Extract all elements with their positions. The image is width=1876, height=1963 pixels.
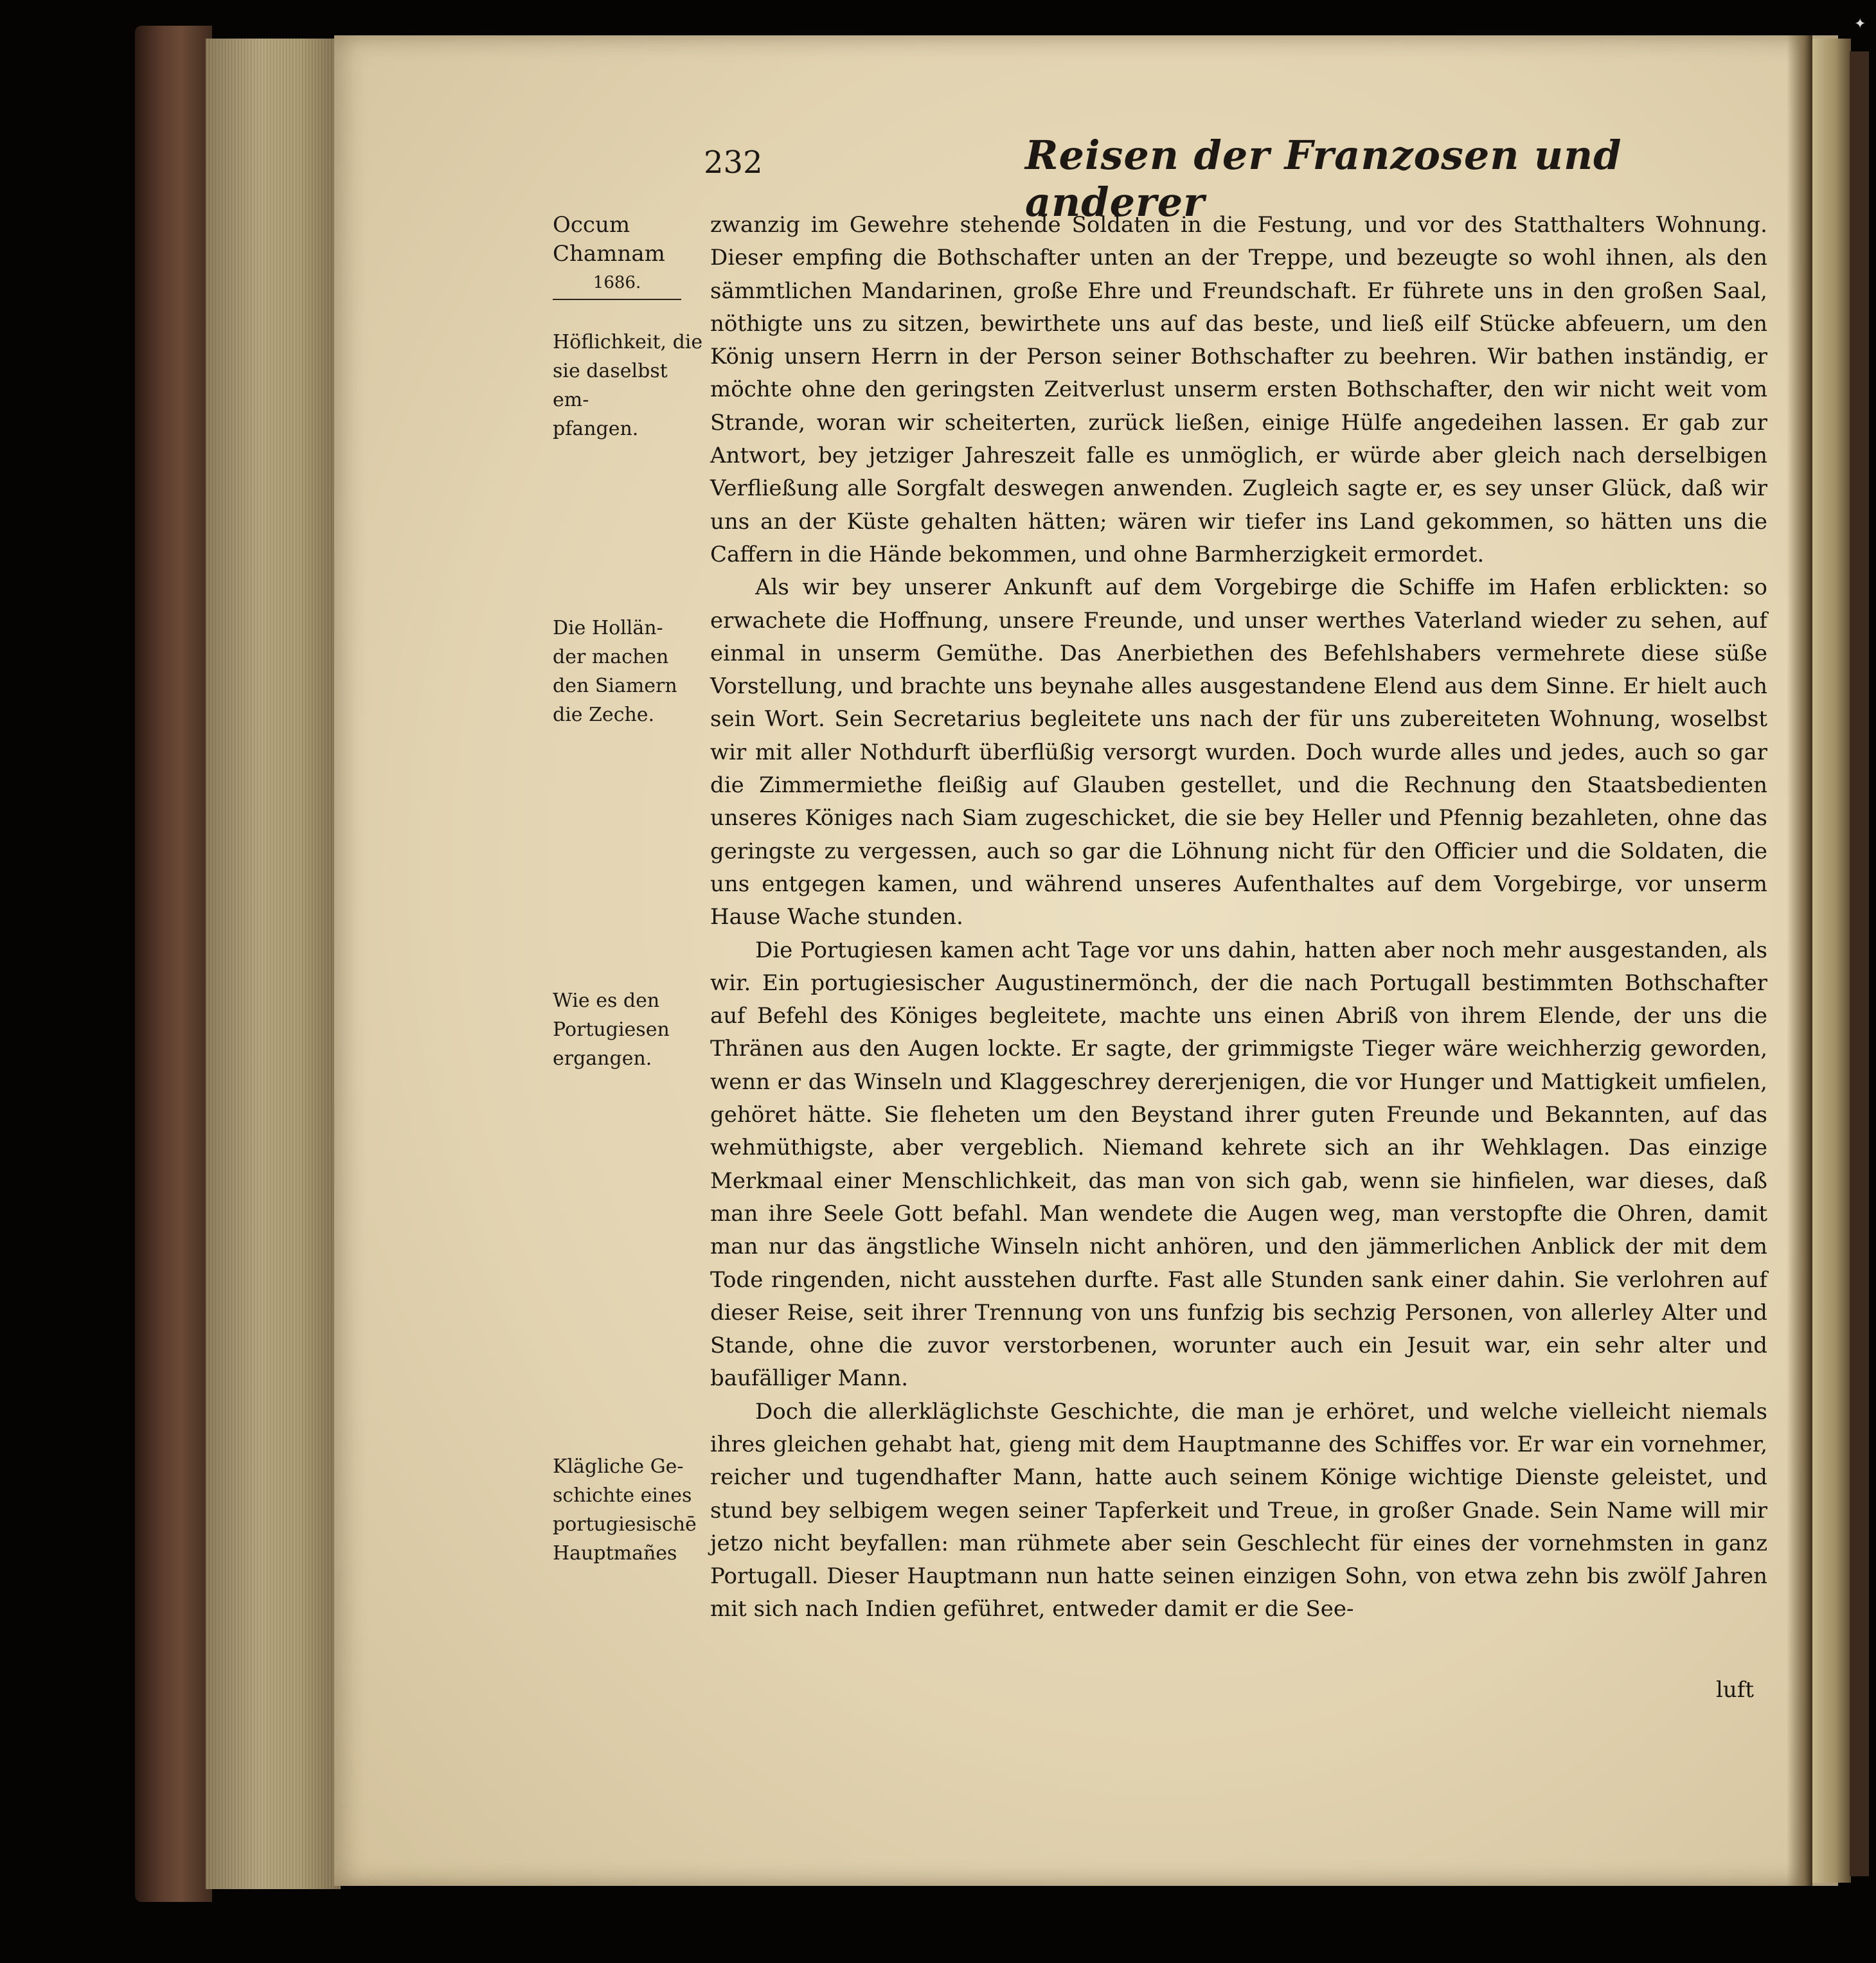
- book-cover-right: [1850, 51, 1869, 1876]
- sidenote-line: Klägliche Ge-: [553, 1455, 684, 1478]
- sidenote-date-line1: Occum: [553, 212, 630, 238]
- sidenote-line: sie daselbst em-: [553, 360, 668, 411]
- sidenote-line: Wie es den: [553, 990, 660, 1012]
- page-number: 232: [704, 145, 763, 181]
- page-block-edges: [206, 39, 341, 1889]
- paragraph-3: Die Portugiesen kamen acht Tage vor uns dahin, hatten aber noch mehr ausgestanden, als wir. Ein portugiesischer Augustinermönch, der die nach Portugall bestimmten Bothschafter auf Befehl des Königes begleitete, machte uns einen Abriß von ihrem Elende, der uns die Thränen aus den Augen lockte. Er sagte, der grimmigste Tieger wäre weichherzig geworden, wenn er das Winseln und Klaggeschrey dererjenigen, die vor Hunger und Mattigkeit umfielen, gehöret hätte. Sie fleheten um den Beystand ihrer guten Freunde und Bekannten, auf das wehmüthigste, aber vergeblich. Niemand kehrete sich an ihr Wehklagen. Das einzige Merkmaal einer Menschlichkeit, das man von sich gab, wenn sie hinfielen, war dieses, daß man ihre Seele Gott befahl. Man wendete die Augen weg, man verstopfte die Ohren, damit man nur das ängstliche Winseln nicht anhören, und den jämmerlichen Anblick der mit dem Tode ringenden, nicht ausstehen durfte. Fast alle Stunden sank einer dahin. Sie verlohren auf dieser Reise, seit ihrer Trennung von uns funfzig bis sechzig Personen, von allerley Alter und Stande, ohne die zuvor verstorbenen, worunter auch ein Jesuit war, ein sehr alter und baufälliger Mann.: [710, 937, 1767, 1392]
- sidenote-line: Hauptmañes: [553, 1542, 677, 1565]
- sidenote-line: die Zeche.: [553, 704, 655, 726]
- sidenote-dutch: [553, 614, 707, 729]
- facing-page-edge: [1812, 39, 1851, 1883]
- sidenote-date-line2: Chamnam: [553, 241, 665, 267]
- sidenote-line: pfangen.: [553, 418, 639, 440]
- page-gutter: [1787, 35, 1812, 1886]
- paragraph-1: zwanzig im Gewehre stehende Soldaten in die Festung, und vor des Statthalters Wohnung. Dieser empfing die Bothschafter unten an der Treppe, und bezeugte so wohl ihnen, als den sämmtlichen Mandarinen, große Ehre und Freundschaft. Er führete uns in den großen Saal, nöthigte uns zu sitzen, bewirthete uns auf das beste, und ließ eilf Stücke abfeuern, um den König unsern Herrn in der Person seiner Bothschafter zu beehren. Wir bathen inständig, er möchte ohne den geringsten Zeitverlust unserm ersten Bothschafter, den wir nicht weit vom Strande, woran wir scheiterten, zurück ließen, einige Hülfe angedeihen lassen. Er gab zur Antwort, bey jetziger Jahreszeit falle es unmöglich, er würde aber gleich nach derselbigen Verfließung alle Sorgfalt deswegen anwenden. Zugleich sagte er, es sey unser Glück, daß wir uns an der Küste gehalten hätten; wären wir tiefer ins Land gekommen, so hätten uns die Caffern in die Hände bekommen, und ohne Barmherzigkeit ermordet.: [710, 212, 1767, 567]
- sidenote-date: [553, 211, 707, 300]
- sidenote-line: ergangen.: [553, 1047, 652, 1070]
- sidenote-date-year: 1686.: [553, 269, 681, 300]
- catchword: luft: [1716, 1677, 1755, 1703]
- running-title: Reisen der Franzosen und anderer: [1025, 132, 1622, 226]
- sidenote-line: Die Hollän-: [553, 617, 663, 639]
- running-head: [704, 132, 1758, 226]
- sidenote-line: Portugiesen: [553, 1018, 670, 1041]
- sidenote-line: den Siamern: [553, 675, 677, 697]
- paragraph-4: Doch die allerkläglichste Geschichte, die man je erhöret, und welche vielleicht niemals ihres gleichen gehabt hat, gieng mit dem Hauptmanne des Schiffes vor. Er war ein vornehmer, reicher und tugendhafter Mann, hatte auch seinem Könige wichtige Dienste geleistet, und stund bey selbigem wegen seiner Tapferkeit und Treue, in großer Gnade. Sein Name will mir jetzo nicht beyfallen: man rühmete aber sein Geschlecht für eines der vornehmsten in ganz Portugall. Dieser Hauptmann nun hatte seinen einzigen Sohn, von etwa zehn bis zwölf Jahren mit sich nach Indien geführet, entweder damit er die See-: [710, 1398, 1767, 1622]
- paragraph-2: Als wir bey unserer Ankunft auf dem Vorgebirge die Schiffe im Hafen erblickten: so erwachete die Hoffnung, unsere Freunde, und unser werthes Vaterland wieder zu sehen, auf einmal in unserm Gemüthe. Das Anerbiethen des Befehlshabers vermehrete diese süße Vorstellung, und brachte uns beynahe alles ausgestandene Elend aus dem Sinne. Er hielt auch sein Wort. Sein Secretarius begleitete uns nach der für uns zubereiteten Wohnung, woselbst wir mit aller Nothdurft überflüßig versorgt wurden. Doch wurde alles und jedes, auch so gar die Zimmermiethe fleißig auf Glauben gestellet, und die Rechnung den Staatsbedienten unseres Königes nach Siam zugeschicket, die sie bey Heller und Pfennig bezahleten, ohne das geringste zu vergessen, auch so gar die Löhnung nicht für den Officier und die Soldaten, die uns entgegen kamen, und während unseres Aufenthaltes auf dem Vorgebirge, vor unserm Hause Wache stunden.: [710, 574, 1767, 930]
- sidenote-line: der machen: [553, 646, 669, 668]
- sidenote-captain: [553, 1452, 707, 1568]
- body-text: [710, 209, 1767, 1626]
- sidenote-portuguese: [553, 986, 707, 1073]
- sidenote-courtesy: [553, 328, 707, 443]
- sidenote-line: schichte eines: [553, 1484, 692, 1507]
- sidenote-line: Höflichkeit, die: [553, 331, 703, 353]
- sidenote-line: portugiesischē: [553, 1513, 697, 1536]
- book-cover-left: [135, 26, 212, 1902]
- corner-mark: ✦: [1854, 16, 1866, 32]
